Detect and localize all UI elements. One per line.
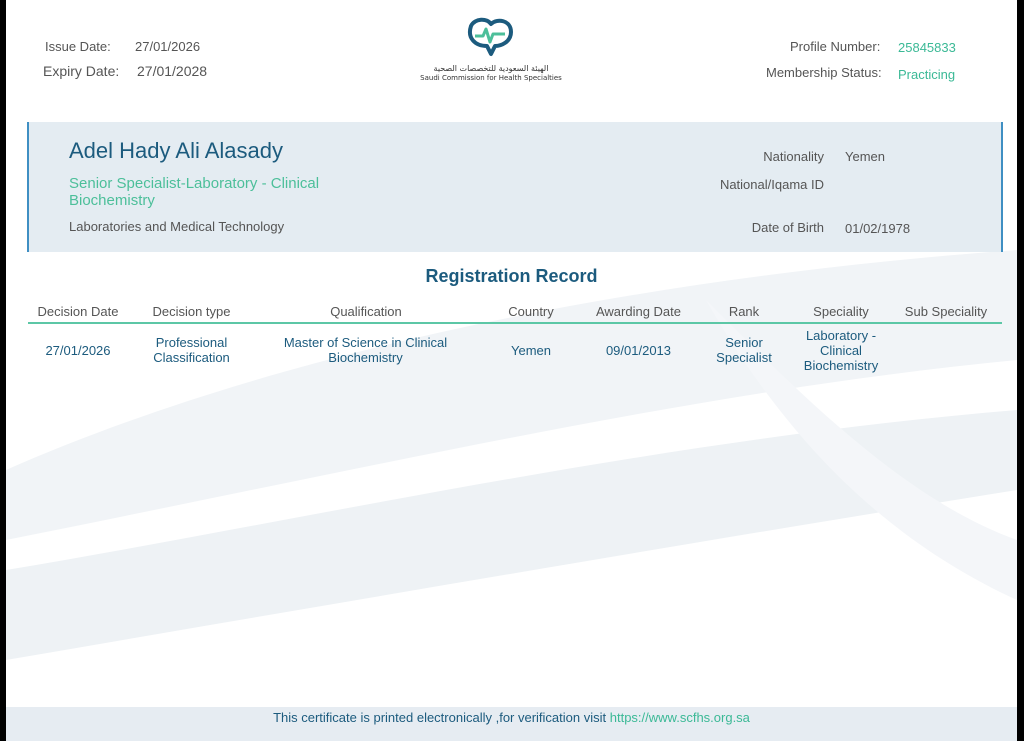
membership-status-label: Membership Status: (766, 65, 882, 80)
expiry-date-label: Expiry Date: (43, 63, 120, 79)
cell-decision-date: 27/01/2026 (45, 343, 111, 358)
cell-country: Yemen (511, 343, 551, 358)
holder-department: Laboratories and Medical Technology (69, 219, 285, 234)
issue-date-row (45, 39, 111, 54)
dob-label: Date of Birth (751, 220, 824, 235)
expiry-date-value: 27/01/2028 (137, 63, 208, 79)
col-decision-date: Decision Date (37, 304, 119, 319)
certificate-page (6, 0, 1017, 741)
registration-title: Registration Record (425, 266, 598, 286)
table-header-divider (28, 322, 1002, 324)
scfhs-logo-icon (461, 16, 521, 62)
logo-english-text: Saudi Commission for Health Specialties (420, 74, 562, 82)
logo-arabic-text: الهيئة السعودية للتخصصات الصحية (433, 64, 549, 73)
profile-number-label: Profile Number: (790, 39, 881, 54)
cell-awarding-date: 09/01/2013 (605, 343, 672, 358)
profile-number-value: 25845833 (898, 40, 956, 55)
issue-date-label: Issue Date: (45, 39, 111, 54)
national-id-label: National/Iqama ID (719, 177, 824, 192)
cell-rank: Senior Specialist (716, 335, 772, 365)
verification-footer (6, 707, 1017, 741)
col-sub-speciality: Sub Speciality (904, 304, 988, 319)
footer-text: This certificate is printed electronically ,for verification visit (273, 710, 610, 725)
col-qualification: Qualification (330, 304, 402, 319)
nationality-value: Yemen (845, 149, 885, 164)
col-country: Country (508, 304, 554, 319)
dob-value: 01/02/1978 (845, 221, 911, 236)
col-speciality: Speciality (813, 304, 869, 319)
issue-date-value: 27/01/2026 (135, 39, 201, 54)
col-decision-type: Decision type (152, 304, 231, 319)
nationality-label: Nationality (763, 149, 824, 164)
profile-card (27, 122, 1003, 252)
holder-title: Senior Specialist-Laboratory - Clinical Biochemistry (69, 175, 320, 209)
scfhs-logo (406, 16, 576, 90)
col-rank: Rank (728, 304, 760, 319)
cell-qualification: Master of Science in Clinical Biochemistry (283, 335, 448, 365)
col-awarding-date: Awarding Date (595, 304, 682, 319)
cell-speciality: Laboratory - Clinical Biochemistry (803, 328, 879, 373)
membership-status-value: Practicing (898, 67, 956, 82)
verification-link[interactable]: https://www.scfhs.org.sa (609, 710, 750, 725)
cell-decision-type: Professional Classification (153, 335, 230, 365)
holder-name: Adel Hady Ali Alasady (69, 138, 284, 163)
